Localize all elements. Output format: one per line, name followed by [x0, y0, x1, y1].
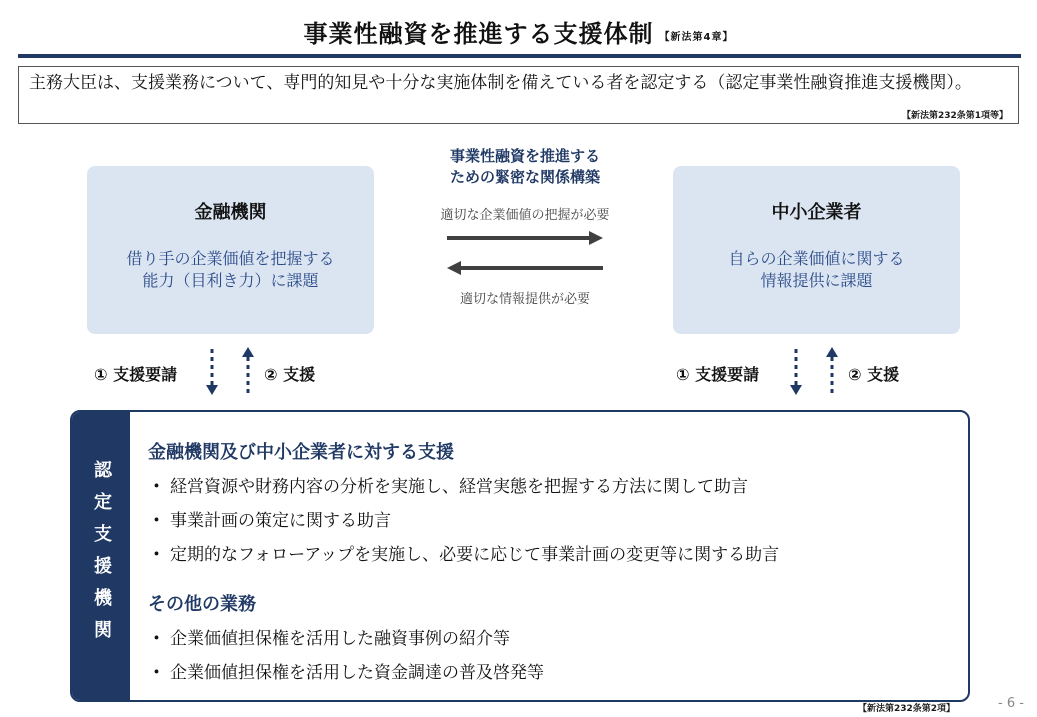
right-support-label: ② 支援 — [848, 365, 900, 384]
organization-side-label: 認定支援機関 — [91, 460, 112, 652]
page-title — [0, 14, 1037, 48]
left-arrow-icon — [445, 258, 605, 278]
page-number: - 6 - — [998, 696, 1024, 711]
right-support-request-label: ① 支援要請 — [676, 365, 760, 384]
financial-institution-issue — [87, 248, 374, 292]
sme-name: 中小企業者 — [771, 202, 862, 223]
list-item — [148, 540, 779, 565]
title-text: 事業性融資を推進する支援体制 — [303, 20, 654, 48]
right-up-arrow-icon — [822, 345, 842, 397]
right-arrow-label: 適切な企業価値の把握が必要 — [440, 208, 610, 223]
sme-box — [673, 166, 960, 334]
title-law-reference: 【新法第4章】 — [659, 31, 734, 43]
list-item — [148, 472, 748, 497]
sme-issue — [673, 248, 960, 292]
bullet: ・ — [148, 511, 165, 531]
left-support-label: ② 支援 — [264, 365, 316, 384]
relationship-title-line2: ための緊密な関係構築 — [449, 168, 600, 186]
list-item-text: 経営資源や財務内容の分析を実施し、経営実態を把握する方法に関して助言 — [170, 477, 748, 497]
list-item-text: 企業価値担保権を活用した融資事例の紹介等 — [170, 629, 510, 649]
bullet: ・ — [148, 663, 165, 683]
left-support-request-label: ① 支援要請 — [94, 365, 178, 384]
left-down-arrow-icon — [202, 345, 222, 397]
organization-side-bar — [72, 412, 130, 700]
relationship-title-line1: 事業性融資を推進する — [449, 147, 600, 165]
right-arrow-icon — [445, 228, 605, 248]
relationship-title — [380, 146, 670, 188]
financial-institution-issue-line1: 借り手の企業価値を把握する — [126, 249, 335, 268]
sme-issue-line1: 自らの企業価値に関する — [728, 249, 905, 268]
financial-institution-issue-line2: 能力（目利き力）に課題 — [142, 271, 319, 290]
list-item — [148, 624, 510, 649]
list-item — [148, 658, 544, 683]
intro-law-reference: 【新法第232条第1項等】 — [901, 111, 1008, 121]
title-underline — [18, 54, 1021, 58]
list-item-text: 企業価値担保権を活用した資金調達の普及啓発等 — [170, 663, 544, 683]
left-up-arrow-icon — [238, 345, 258, 397]
bullet: ・ — [148, 477, 165, 497]
bullet: ・ — [148, 545, 165, 565]
list-item-text: 事業計画の策定に関する助言 — [170, 511, 391, 531]
left-arrow-label: 適切な情報提供が必要 — [459, 292, 590, 307]
list-item-text: 定期的なフォローアップを実施し、必要に応じて事業計画の変更等に関する助言 — [170, 545, 780, 565]
section-heading-support: 金融機関及び中小企業者に対する支援 — [148, 442, 454, 463]
organization-law-reference: 【新法第232条第2項】 — [858, 704, 956, 714]
certified-support-organization-box — [70, 410, 970, 702]
right-down-arrow-icon — [786, 345, 806, 397]
sme-issue-line2: 情報提供に課題 — [760, 271, 873, 290]
intro-text: 主務大臣は、支援業務について、専門的知見や十分な実施体制を備えている者を認定する（認定事業性融資推進支援機関）。 — [29, 73, 972, 93]
list-item — [148, 506, 391, 531]
intro-box — [18, 66, 1019, 124]
bullet: ・ — [148, 629, 165, 649]
section-heading-other: その他の業務 — [148, 594, 256, 615]
financial-institution-box — [87, 166, 374, 334]
financial-institution-name: 金融機関 — [194, 202, 267, 223]
